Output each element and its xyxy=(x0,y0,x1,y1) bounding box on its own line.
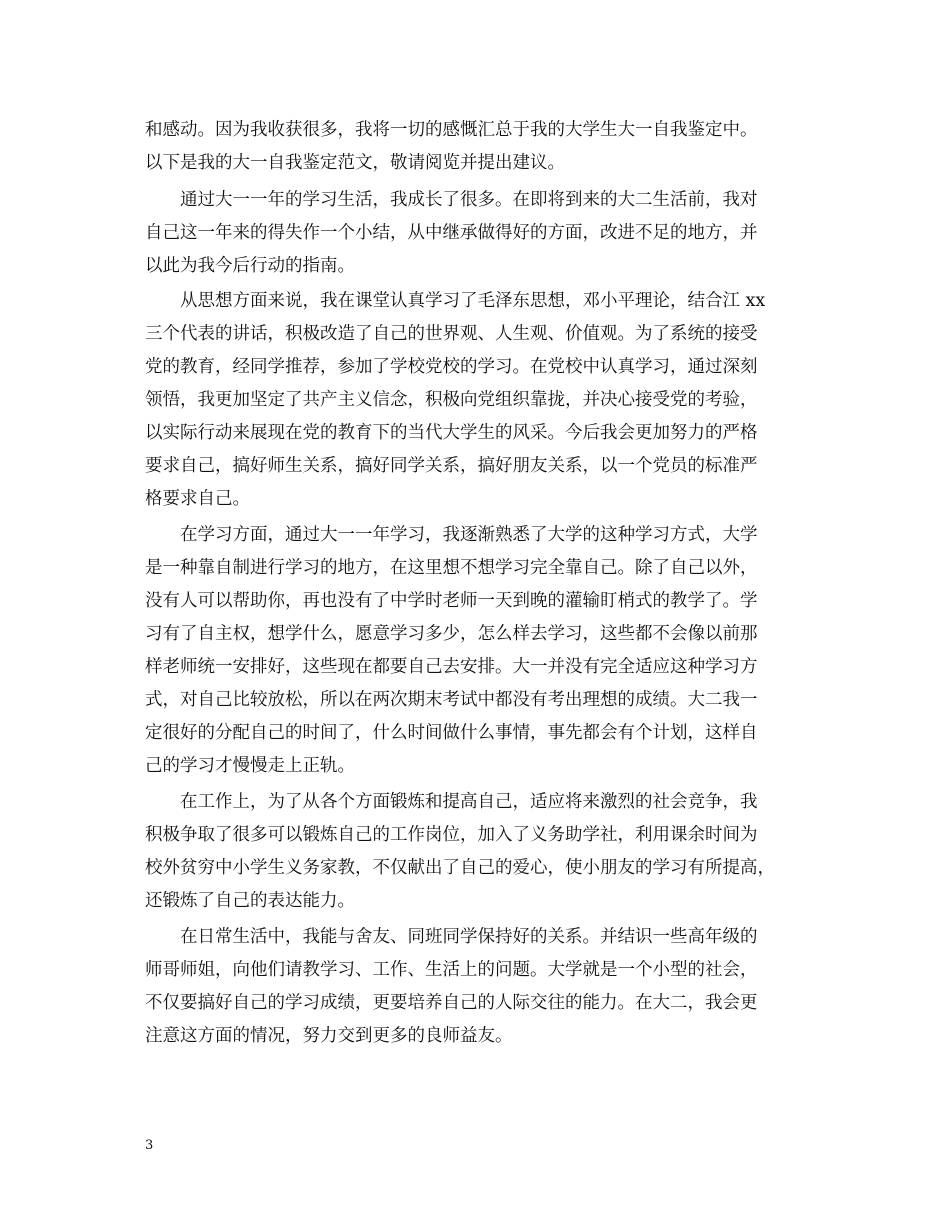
text-line: 通过大一一年的学习生活，我成长了很多。在即将到来的大二生活前，我对 xyxy=(145,190,758,210)
text-line: 积极争取了很多可以锻炼自己的工作岗位，加入了义务助学社，利用课余时间为 xyxy=(145,825,758,845)
text-line: 三个代表的讲话，积极改造了自己的世界观、人生观、价值观。为了系统的接受 xyxy=(145,324,758,344)
text-line: 是一种靠自制进行学习的地方，在这里想不想学习完全靠自己。除了自己以外， xyxy=(145,558,758,578)
text-line: 和感动。因为我收获很多，我将一切的感慨汇总于我的大学生大一自我鉴定中。 xyxy=(145,120,758,140)
text-line: 定很好的分配自己的时间了，什么时间做什么事情，事先都会有个计划，这样自 xyxy=(145,723,758,743)
page-number: 3 xyxy=(145,1138,154,1153)
text-line: 还锻炼了自己的表达能力。 xyxy=(145,891,355,911)
text-line: 以实际行动来展现在党的教育下的当代大学生的风采。今后我会更加努力的严格 xyxy=(145,423,758,443)
text-line: 自己这一年来的得失作一个小结，从中继承做得好的方面，改进不足的地方，并 xyxy=(145,223,758,243)
text-line: 样老师统一安排好，这些现在都要自己去安排。大一并没有完全适应这种学习方 xyxy=(145,657,758,677)
text-line: 要求自己，搞好师生关系，搞好同学关系，搞好朋友关系，以一个党员的标准严 xyxy=(145,456,758,476)
text-line: 以下是我的大一自我鉴定范文，敬请阅览并提出建议。 xyxy=(145,153,565,173)
text-line: 以此为我今后行动的指南。 xyxy=(145,256,355,276)
text-line: 不仅要搞好自己的学习成绩，更要培养自己的人际交往的能力。在大二，我会更 xyxy=(145,993,758,1013)
text-line: 在工作上，为了从各个方面锻炼和提高自己，适应将来激烈的社会竞争，我 xyxy=(145,792,758,812)
text-line: 式，对自己比较放松，所以在两次期末考试中都没有考出理想的成绩。大二我一 xyxy=(145,690,758,710)
text-line: 从思想方面来说，我在课堂认真学习了毛泽东思想，邓小平理论，结合江 xx xyxy=(145,291,766,311)
text-line: 格要求自己。 xyxy=(145,489,250,509)
text-line: 注意这方面的情况，努力交到更多的良师益友。 xyxy=(145,1026,513,1046)
text-line: 没有人可以帮助你，再也没有了中学时老师一天到晚的灌输盯梢式的教学了。学 xyxy=(145,591,758,611)
text-line: 校外贫穷中小学生义务家教，不仅献出了自己的爱心，使小朋友的学习有所提高， xyxy=(145,858,775,878)
text-line: 党的教育，经同学推荐，参加了学校党校的学习。在党校中认真学习，通过深刻 xyxy=(145,357,758,377)
text-line: 师哥师姐，向他们请教学习、工作、生活上的问题。大学就是一个小型的社会， xyxy=(145,960,758,980)
text-line: 领悟，我更加坚定了共产主义信念，积极向党组织靠拢，并决心接受党的考验， xyxy=(145,390,758,410)
text-line: 在日常生活中，我能与舍友、同班同学保持好的关系。并结识一些高年级的 xyxy=(145,927,758,947)
text-line: 己的学习才慢慢走上正轨。 xyxy=(145,756,355,776)
text-line: 习有了自主权，想学什么，愿意学习多少，怎么样去学习，这些都不会像以前那 xyxy=(145,624,758,644)
text-line: 在学习方面，通过大一一年学习，我逐渐熟悉了大学的这种学习方式，大学 xyxy=(145,525,758,545)
